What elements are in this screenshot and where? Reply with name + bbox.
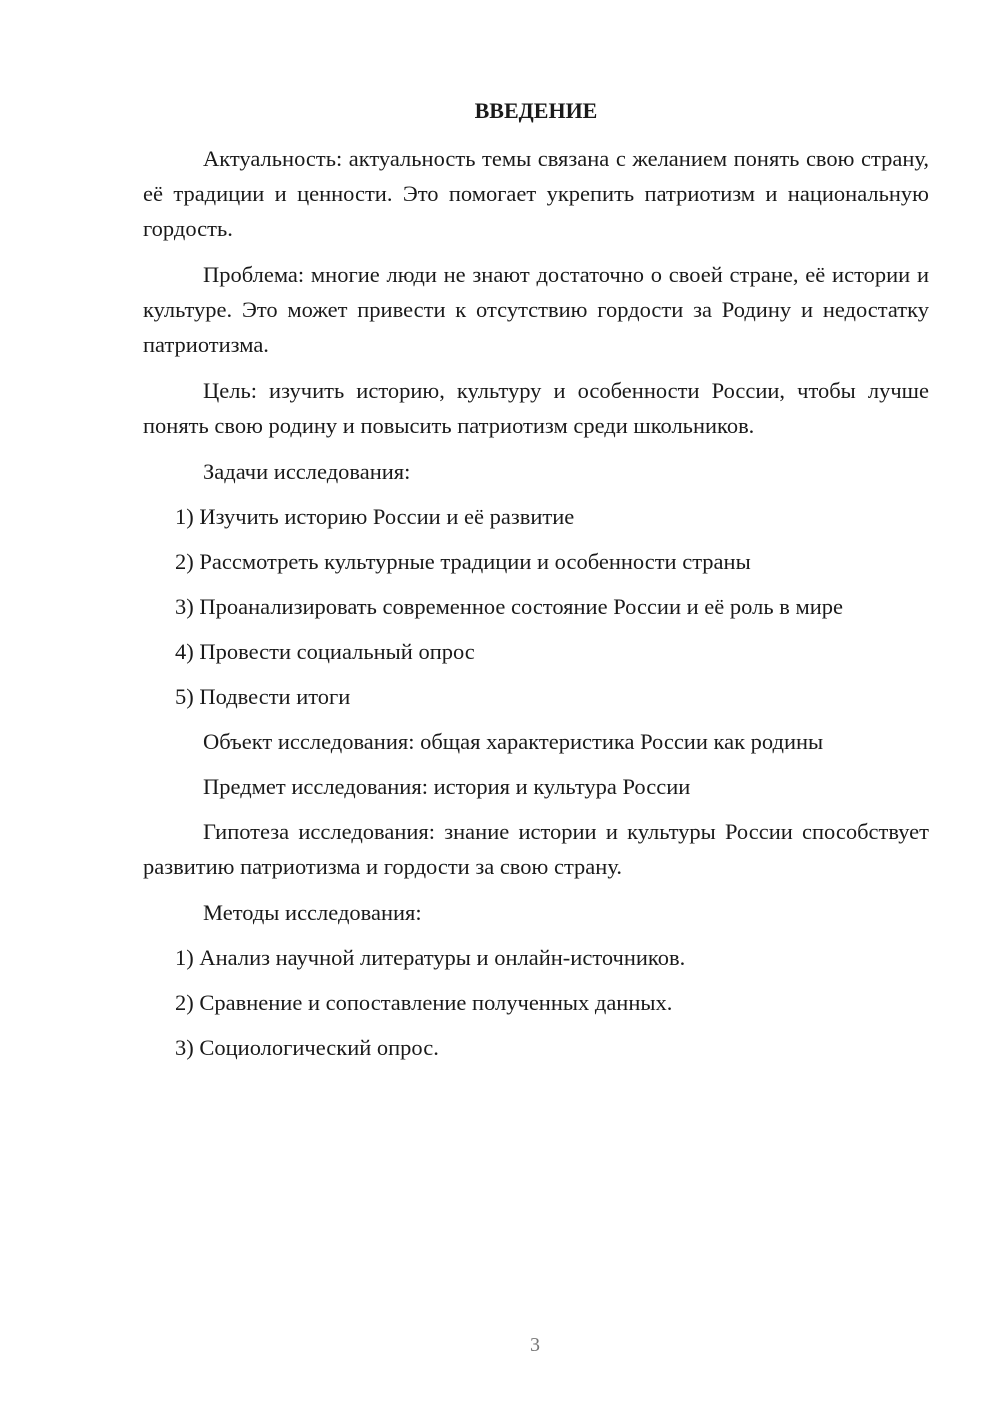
goal-paragraph: Цель: изучить историю, культуру и особенности России, чтобы лучше понять свою родину и повысить патриотизм среди школьников. — [143, 378, 929, 438]
list-item: 2) Рассмотреть культурные традиции и особенности страны — [175, 549, 751, 574]
list-item: 1) Анализ научной литературы и онлайн-источников. — [175, 945, 686, 970]
list-item: 3) Проанализировать современное состояние России и её роль в мире — [175, 594, 843, 619]
list-item: 1) Изучить историю России и её развитие — [175, 504, 575, 529]
section-title: ВВЕДЕНИЕ — [474, 98, 598, 123]
object-paragraph: Объект исследования: общая характеристика России как родины — [203, 729, 824, 754]
hypothesis-paragraph: Гипотеза исследования: знание истории и культуры России способствует развитию патриотизма и гордости за свою страну. — [143, 819, 929, 879]
problem-paragraph: Проблема: многие люди не знают достаточно о своей стране, её истории и культуре. Это может привести к отсутствию гордости за Родину и недостатку патриотизма. — [143, 262, 929, 357]
list-item: 3) Социологический опрос. — [175, 1035, 439, 1060]
subject-paragraph: Предмет исследования: история и культура России — [203, 774, 691, 799]
list-item: 5) Подвести итоги — [175, 684, 351, 709]
tasks-list — [143, 499, 929, 714]
tasks-heading: Задачи исследования: — [203, 459, 411, 484]
methods-list — [143, 940, 929, 1065]
list-item: 2) Сравнение и сопоставление полученных данных. — [175, 990, 673, 1015]
actuality-paragraph: Актуальность: актуальность темы связана с желанием понять свою страну, её традиции и ценности. Это помогает укрепить патриотизм и национальную гордость. — [143, 146, 929, 241]
page-content — [143, 94, 929, 1075]
page-number: 3 — [530, 1334, 540, 1356]
list-item: 4) Провести социальный опрос — [175, 639, 475, 664]
methods-heading: Методы исследования: — [203, 900, 422, 925]
